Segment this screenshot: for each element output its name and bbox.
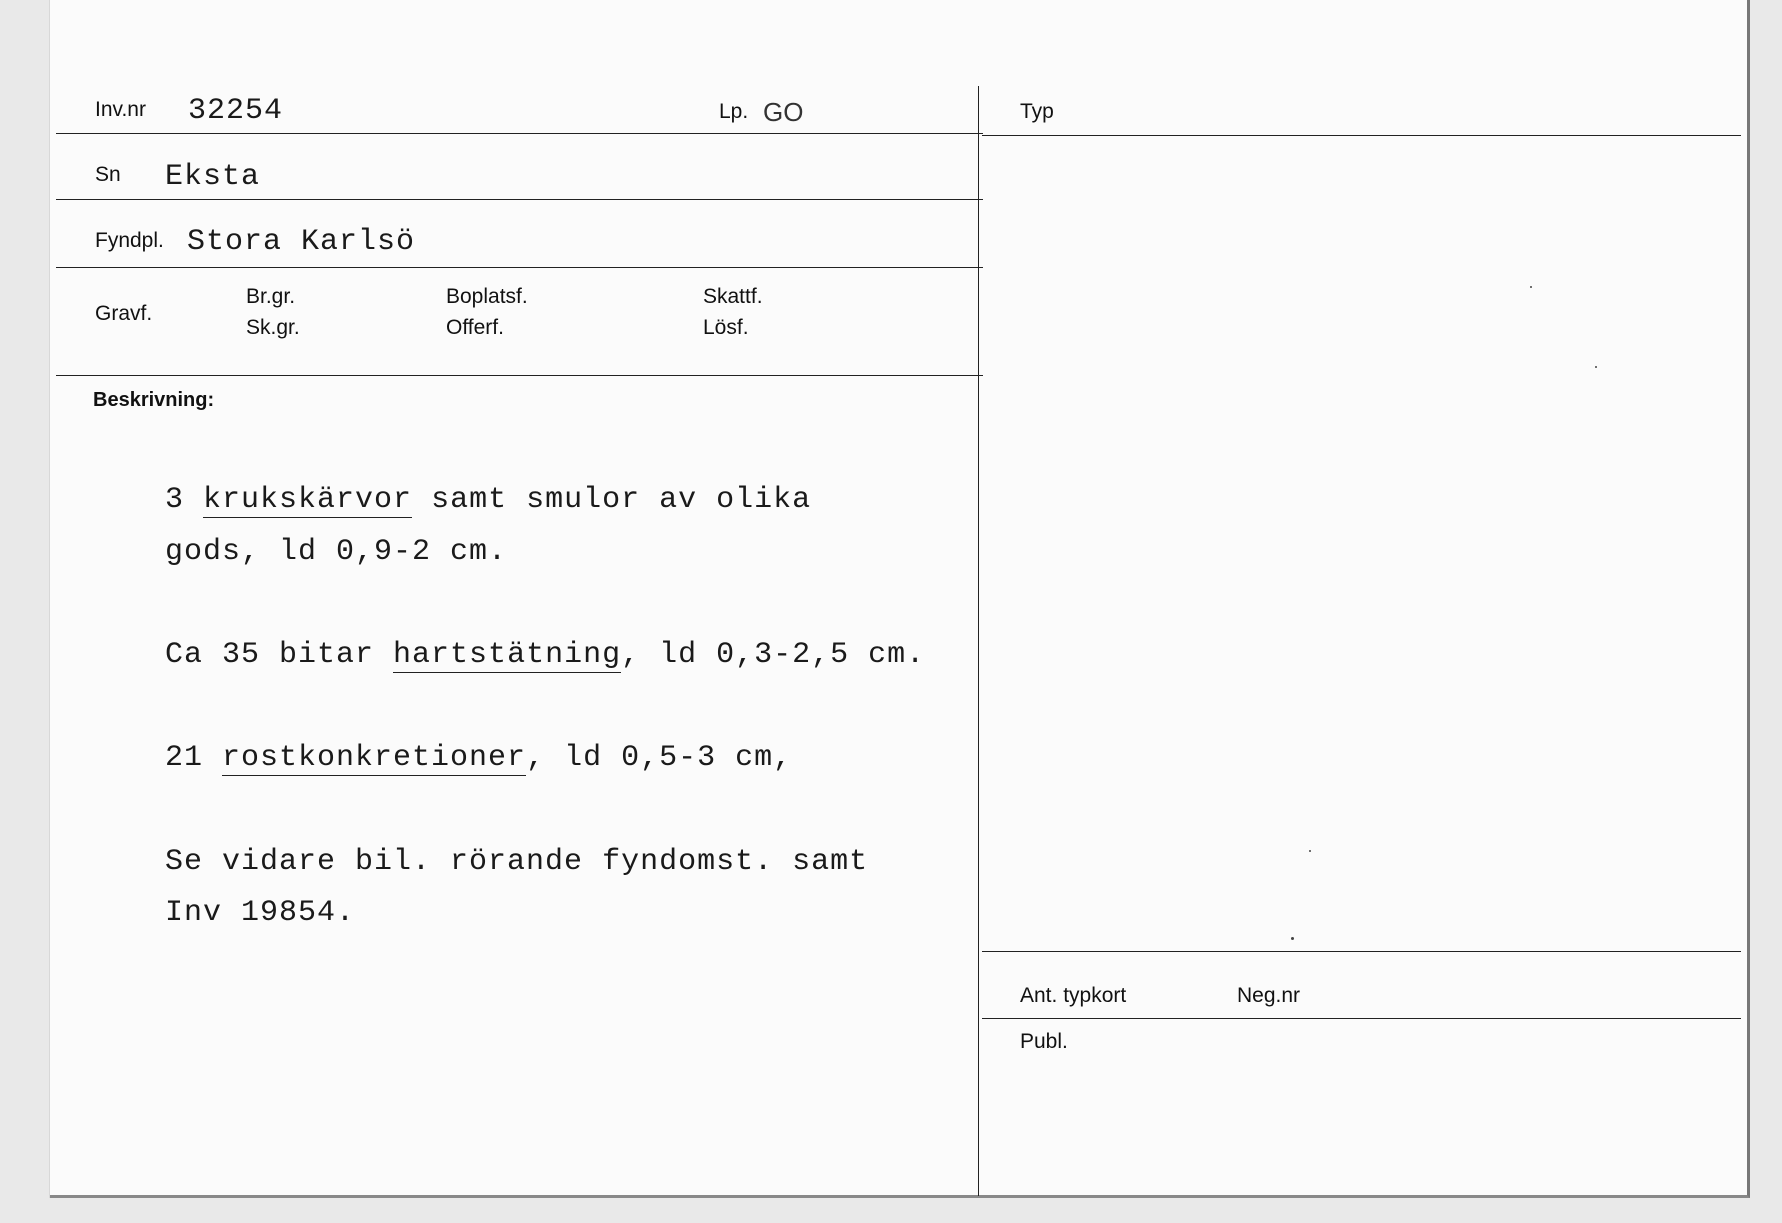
sn-value: Eksta bbox=[165, 160, 261, 194]
rule-typ-bottom bbox=[982, 951, 1741, 952]
term-hartstatning: hartstätning bbox=[393, 638, 622, 672]
beskrivning-label: Beskrivning: bbox=[93, 389, 215, 411]
publ-label: Publ. bbox=[1020, 1030, 1068, 1053]
speck bbox=[1530, 286, 1532, 288]
description-line-4: 21 rostkonkretioner, ld 0,5-3 cm, bbox=[165, 741, 793, 775]
invnr-label: Inv.nr bbox=[95, 98, 146, 121]
description-line-3: Ca 35 bitar hartstätning, ld 0,3-2,5 cm. bbox=[165, 638, 926, 672]
invnr-value: 32254 bbox=[188, 94, 284, 128]
fyndpl-label: Fyndpl. bbox=[95, 229, 164, 252]
skattf-label: Skattf. bbox=[703, 285, 763, 308]
typ-label: Typ bbox=[1020, 100, 1054, 123]
rule-header bbox=[56, 133, 983, 134]
brgr-label: Br.gr. bbox=[246, 285, 296, 308]
lp-value: GO bbox=[763, 97, 804, 127]
negnr-label: Neg.nr bbox=[1237, 984, 1301, 1007]
boplatsf-label: Boplatsf. bbox=[446, 285, 528, 308]
rule-categories bbox=[56, 375, 983, 376]
lp-label: Lp. bbox=[719, 100, 749, 123]
column-divider bbox=[978, 86, 979, 1196]
speck bbox=[1291, 937, 1294, 940]
offerf-label: Offerf. bbox=[446, 316, 504, 339]
speck bbox=[1595, 366, 1597, 368]
sn-label: Sn bbox=[95, 163, 121, 186]
fyndpl-value: Stora Karlsö bbox=[187, 225, 416, 259]
gravf-label: Gravf. bbox=[95, 302, 153, 325]
description-line-1: 3 krukskärvor samt smulor av olika bbox=[165, 483, 812, 517]
skgr-label: Sk.gr. bbox=[246, 316, 300, 339]
term-rostkonkretioner: rostkonkretioner bbox=[222, 741, 527, 775]
description-line-6: Inv 19854. bbox=[165, 896, 356, 930]
speck bbox=[1309, 850, 1311, 852]
description-line-5: Se vidare bil. rörande fyndomst. samt bbox=[165, 845, 869, 879]
rule-sn bbox=[56, 199, 983, 200]
term-krukskarvor: krukskärvor bbox=[203, 483, 413, 517]
catalog-card bbox=[50, 0, 1750, 1198]
rule-typkort bbox=[982, 1018, 1741, 1019]
losf-label: Lösf. bbox=[703, 316, 749, 339]
description-line-2: gods, ld 0,9-2 cm. bbox=[165, 535, 508, 569]
rule-header-right bbox=[982, 135, 1741, 136]
rule-fyndpl bbox=[56, 267, 983, 268]
ant-typkort-label: Ant. typkort bbox=[1020, 984, 1127, 1007]
